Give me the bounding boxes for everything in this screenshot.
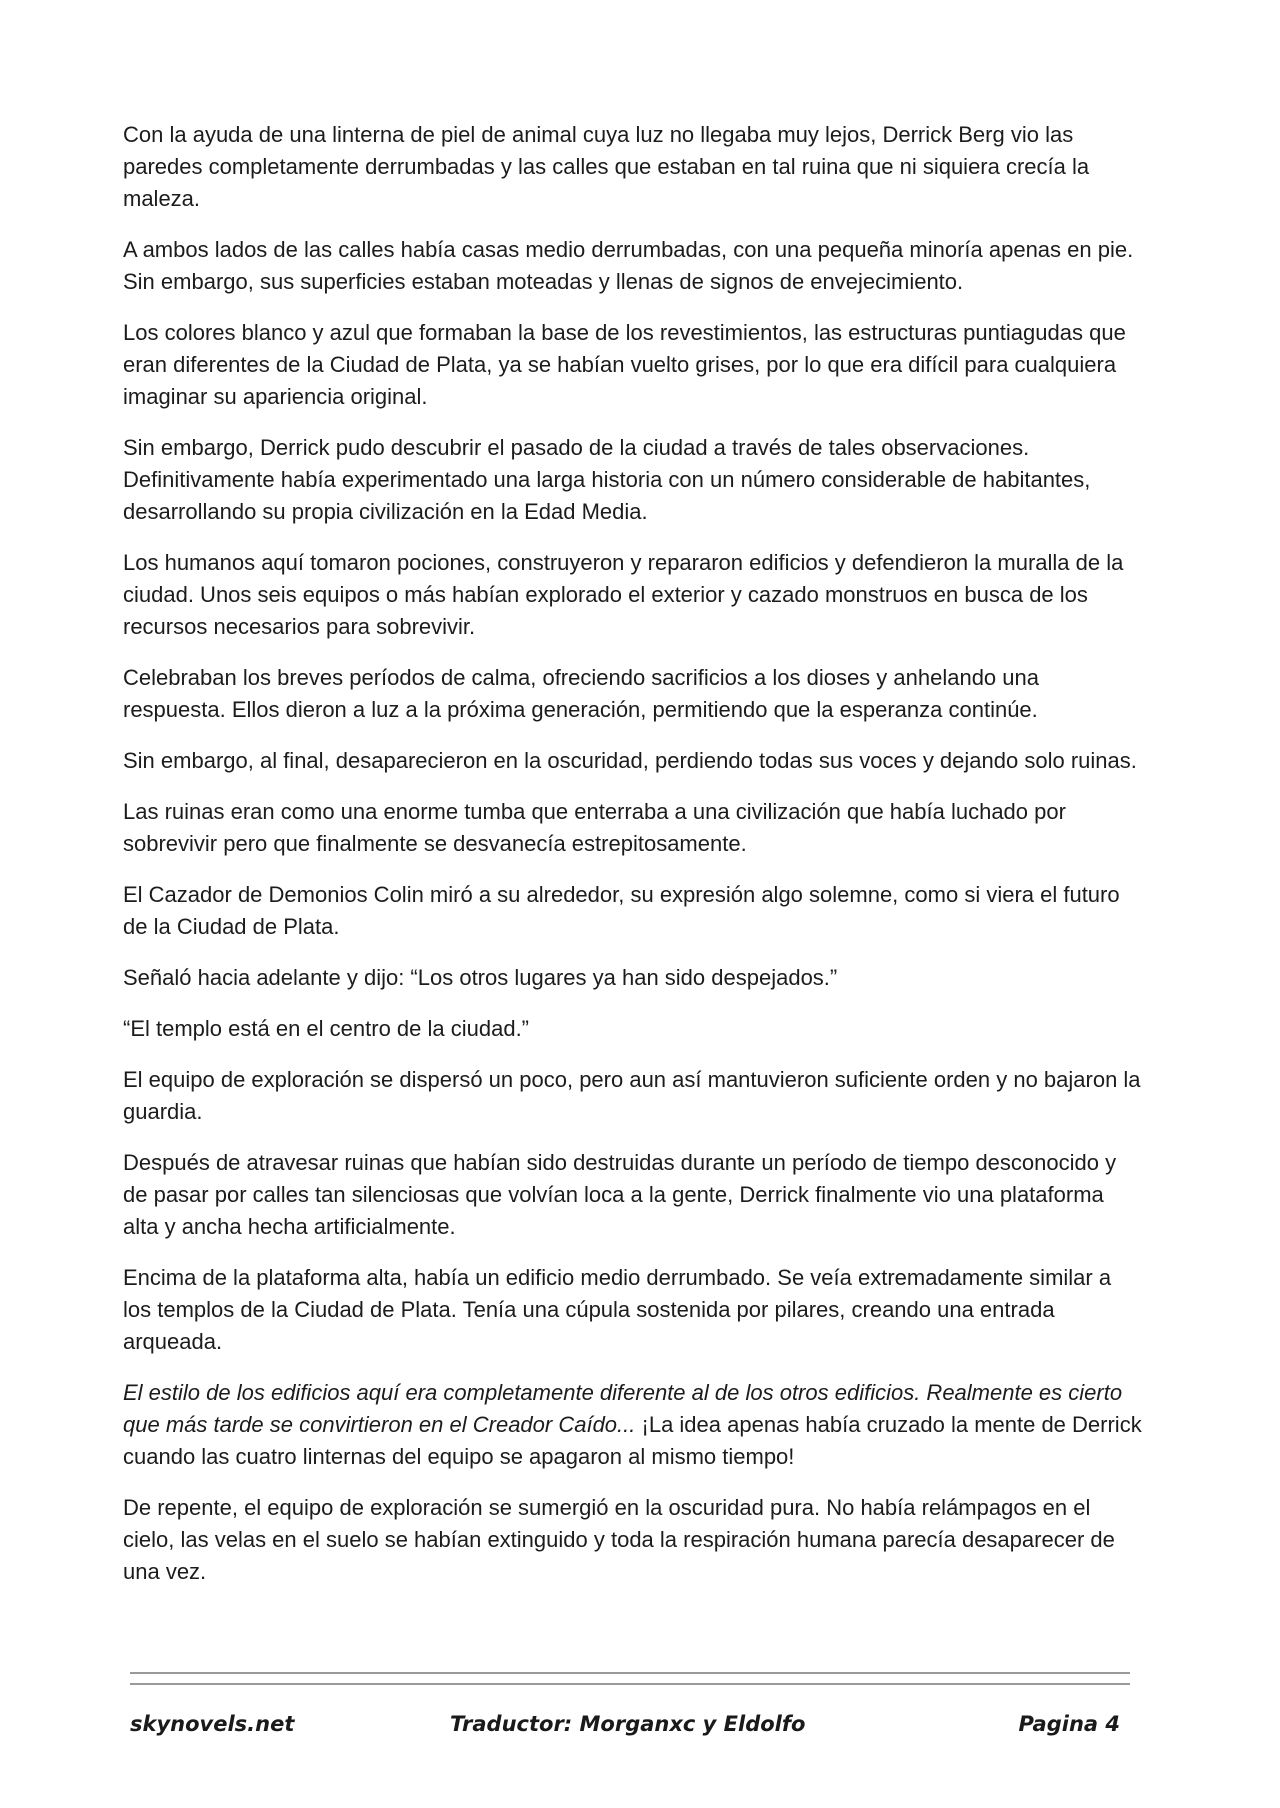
paragraph-6: Celebraban los breves períodos de calma, ofreciendo sacrificios a los dioses y anhelando una respuesta. Ellos dieron a luz a la próxima generación, permitiendo que la esperanza continúe. <box>123 665 1039 722</box>
footer-translator: Traductor: Morganxc y Eldolfo <box>450 1712 806 1736</box>
footer-site: skynovels.net <box>130 1712 295 1736</box>
document-body <box>123 119 1143 1607</box>
footer-divider-bottom <box>130 1683 1130 1685</box>
paragraph-16: De repente, el equipo de exploración se sumergió en la oscuridad pura. No había relámpagos en el cielo, las velas en el suelo se habían extinguido y toda la respiración humana parecía desaparecer de una vez. <box>123 1495 1115 1584</box>
paragraph-15-text: ¡La idea apenas había cruzado la mente de Derrick cuando las cuatro linternas del equipo se apagaron al mismo tiempo! <box>123 1412 1142 1469</box>
paragraph-1: Con la ayuda de una linterna de piel de animal cuya luz no llegaba muy lejos, Derrick Berg vio las paredes completamente derrumbadas y las calles que estaban en tal ruina que ni siquiera crecía la maleza. <box>123 122 1090 211</box>
paragraph-13: Después de atravesar ruinas que habían sido destruidas durante un período de tiempo desconocido y de pasar por calles tan silenciosas que volvían loca a la gente, Derrick finalmente vio una plataforma alta y ancha hecha artificialmente. <box>123 1150 1117 1239</box>
paragraph-4: Sin embargo, Derrick pudo descubrir el pasado de la ciudad a través de tales observaciones. Definitivamente había experimentado una larga historia con un número considerable de habitantes, desarrollando su propia civilización en la Edad Media. <box>123 435 1091 524</box>
footer-divider-top <box>130 1672 1130 1674</box>
paragraph-11: “El templo está en el centro de la ciudad.” <box>123 1016 530 1041</box>
paragraph-15-italic: El estilo de los edificios aquí era completamente diferente al de los otros edificios. Realmente es cierto que más tarde se convirtieron en el Creador Caído... <box>123 1380 1123 1437</box>
paragraph-2: A ambos lados de las calles había casas medio derrumbadas, con una pequeña minoría apenas en pie. Sin embargo, sus superficies estaban moteadas y llenas de signos de envejecimiento. <box>123 237 1134 294</box>
page-footer <box>130 1712 1130 1752</box>
paragraph-8: Las ruinas eran como una enorme tumba que enterraba a una civilización que había luchado por sobrevivir pero que finalmente se desvanecía estrepitosamente. <box>123 799 1066 856</box>
footer-page-number: Pagina 4 <box>1018 1712 1120 1736</box>
paragraph-5: Los humanos aquí tomaron pociones, construyeron y repararon edificios y defendieron la muralla de la ciudad. Unos seis equipos o más habían explorado el exterior y cazado monstruos en busca de los recursos necesarios para sobrevivir. <box>123 550 1124 639</box>
paragraph-7: Sin embargo, al final, desaparecieron en la oscuridad, perdiendo todas sus voces y dejando solo ruinas. <box>123 748 1137 773</box>
paragraph-9: El Cazador de Demonios Colin miró a su alrededor, su expresión algo solemne, como si viera el futuro de la Ciudad de Plata. <box>123 882 1120 939</box>
paragraph-12: El equipo de exploración se dispersó un poco, pero aun así mantuvieron suficiente orden y no bajaron la guardia. <box>123 1067 1141 1124</box>
paragraph-10: Señaló hacia adelante y dijo: “Los otros lugares ya han sido despejados.” <box>123 965 838 990</box>
paragraph-15 <box>123 1377 1143 1473</box>
paragraph-3: Los colores blanco y azul que formaban la base de los revestimientos, las estructuras puntiagudas que eran diferentes de la Ciudad de Plata, ya se habían vuelto grises, por lo que era difícil para cualquiera imaginar su apariencia original. <box>123 320 1126 409</box>
paragraph-14: Encima de la plataforma alta, había un edificio medio derrumbado. Se veía extremadamente similar a los templos de la Ciudad de Plata. Tenía una cúpula sostenida por pilares, creando una entrada arqueada. <box>123 1265 1112 1354</box>
